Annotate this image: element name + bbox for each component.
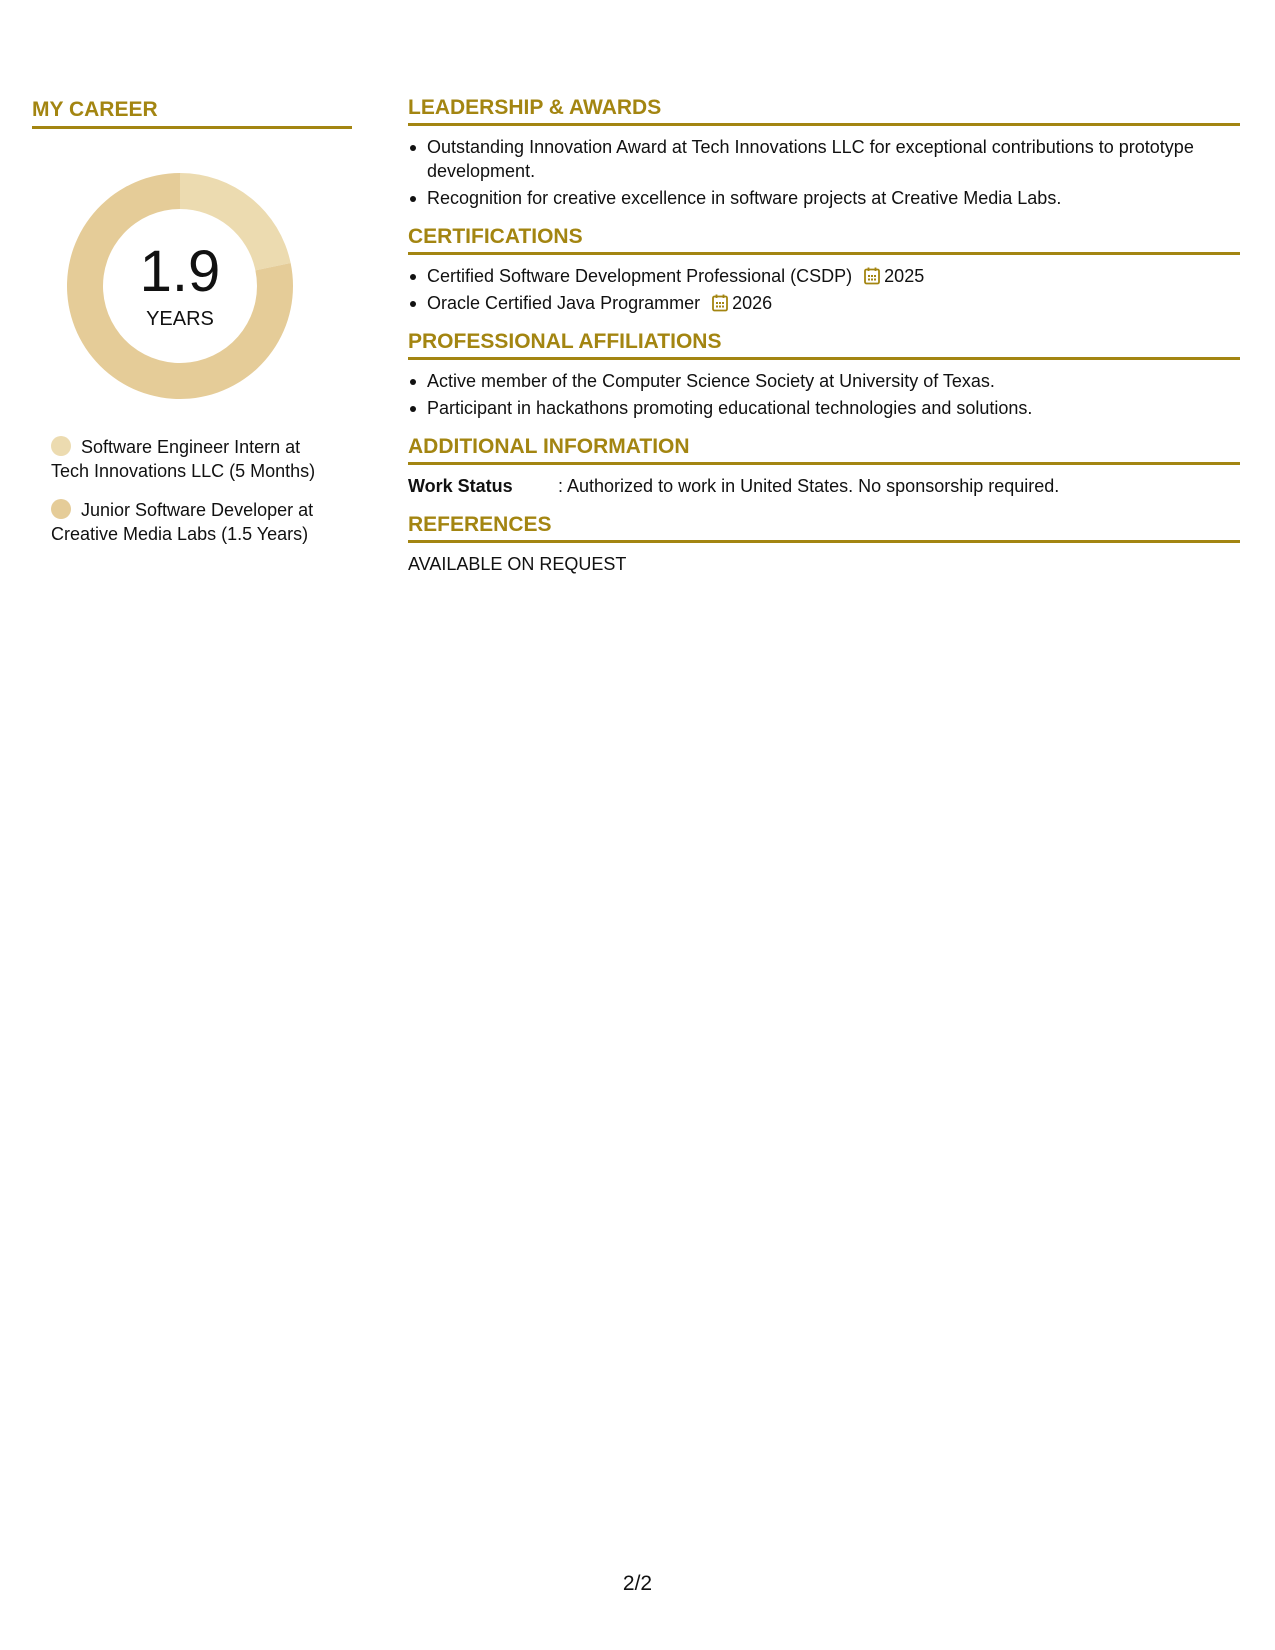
additional-info-section xyxy=(408,434,1240,498)
list-item xyxy=(408,264,1240,288)
certifications-title: CERTIFICATIONS xyxy=(408,224,1240,255)
career-total-value: 1.9 xyxy=(139,239,221,304)
additional-info-title: ADDITIONAL INFORMATION xyxy=(408,434,1240,465)
affiliations-title: PROFESSIONAL AFFILIATIONS xyxy=(408,329,1240,360)
list-item: Outstanding Innovation Award at Tech Innovations LLC for exceptional contributions to prototype development. xyxy=(408,135,1240,183)
career-donut-chart xyxy=(65,171,295,401)
legend-item-intern xyxy=(51,435,336,483)
list-item: Participant in hackathons promoting educational technologies and solutions. xyxy=(408,396,1240,420)
career-legend xyxy=(51,435,336,546)
leadership-list xyxy=(408,135,1240,210)
main-column xyxy=(408,95,1240,590)
references-text: AVAILABLE ON REQUEST xyxy=(408,554,627,574)
work-status-row xyxy=(408,474,1240,498)
leadership-section xyxy=(408,95,1240,210)
legend-label: Junior Software Developer at Creative Media Labs (1.5 Years) xyxy=(51,500,314,544)
list-item: Recognition for creative excellence in software projects at Creative Media Labs. xyxy=(408,186,1240,210)
page-number: 2/2 xyxy=(622,1572,653,1595)
legend-item-junior-dev xyxy=(51,498,336,546)
career-title: MY CAREER xyxy=(32,97,352,129)
career-total-unit: YEARS xyxy=(146,308,214,330)
list-item: Active member of the Computer Science Society at University of Texas. xyxy=(408,369,1240,393)
donut-center xyxy=(65,171,295,401)
career-column xyxy=(32,97,352,561)
references-section xyxy=(408,512,1240,576)
legend-dot xyxy=(51,436,71,456)
references-title: REFERENCES xyxy=(408,512,1240,543)
legend-dot xyxy=(51,499,71,519)
calendar-icon xyxy=(864,267,880,285)
affiliations-section xyxy=(408,329,1240,420)
certifications-section xyxy=(408,224,1240,315)
certification-year: 2025 xyxy=(884,266,925,286)
certification-year: 2026 xyxy=(732,293,773,313)
calendar-icon xyxy=(712,294,728,312)
work-status-label: Work Status xyxy=(408,476,513,496)
certification-name: Oracle Certified Java Programmer xyxy=(427,293,701,313)
affiliations-list xyxy=(408,369,1240,420)
legend-label: Software Engineer Intern at Tech Innovations LLC (5 Months) xyxy=(51,437,316,481)
leadership-title: LEADERSHIP & AWARDS xyxy=(408,95,1240,126)
work-status-value: : Authorized to work in United States. No sponsorship required. xyxy=(558,476,1060,496)
certification-name: Certified Software Development Professional (CSDP) xyxy=(427,266,853,286)
certifications-list xyxy=(408,264,1240,315)
list-item xyxy=(408,291,1240,315)
